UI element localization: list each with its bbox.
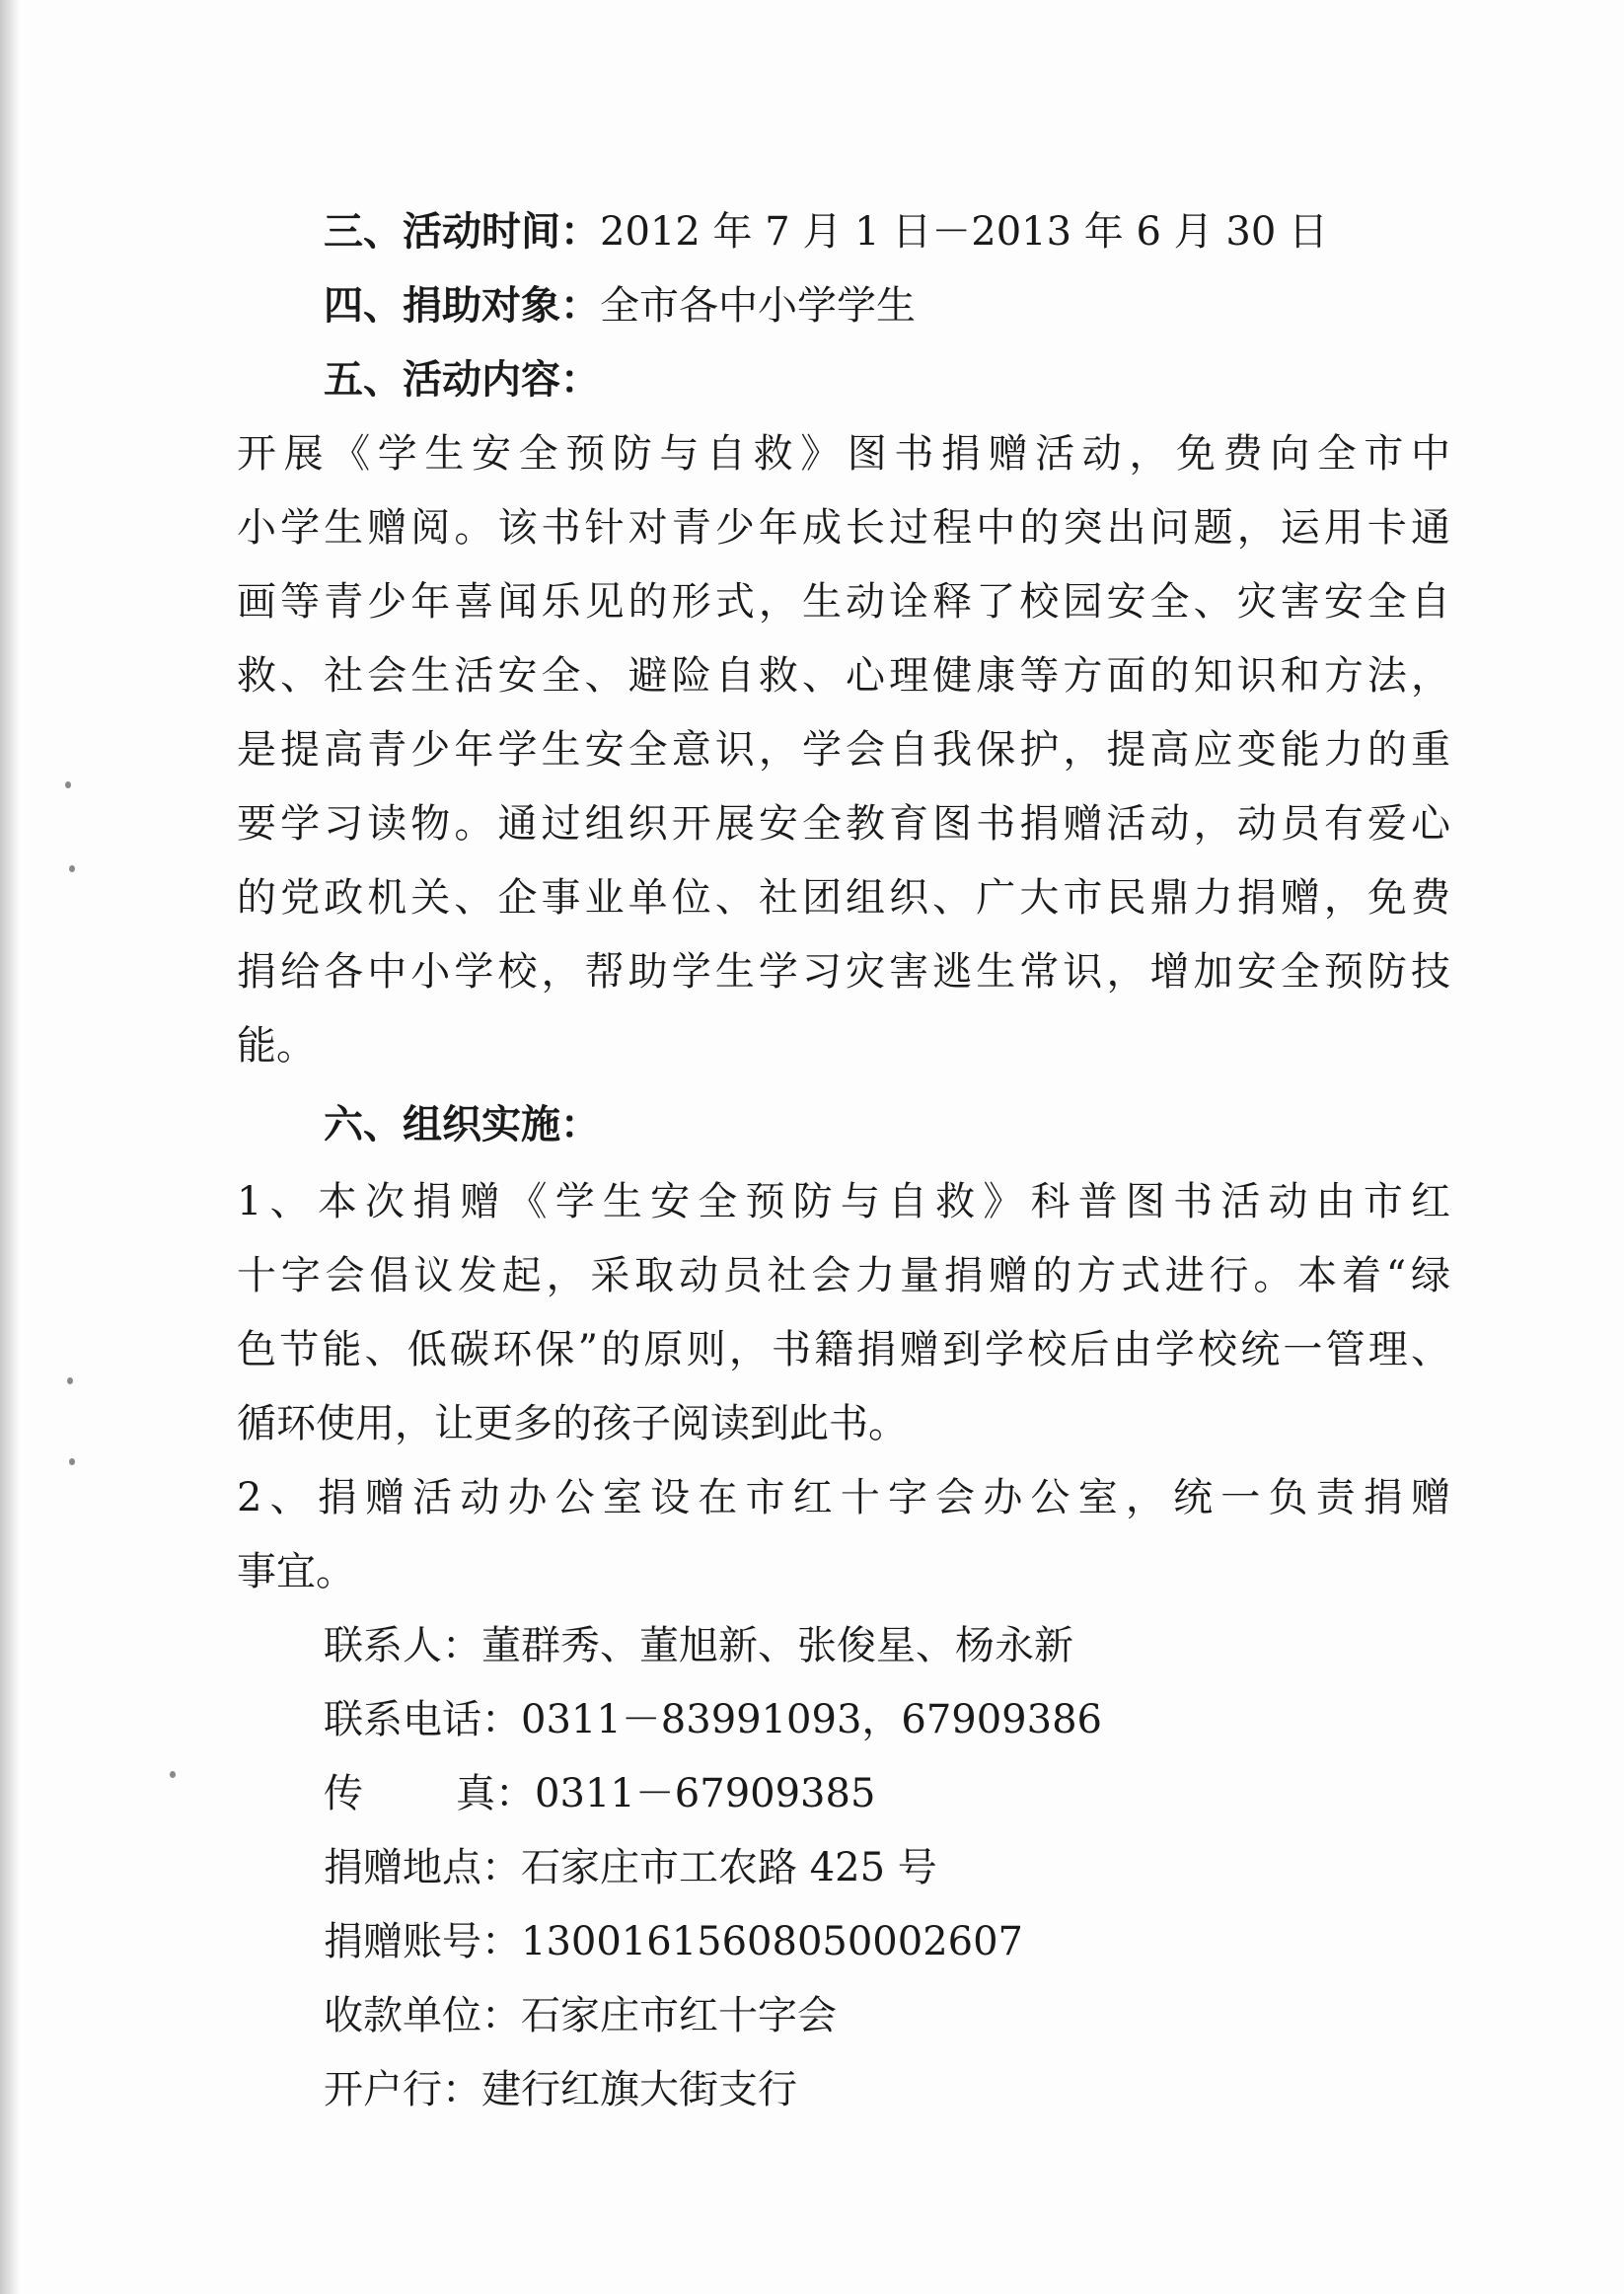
bank-value: 建行红旗大街支行 bbox=[481, 2067, 797, 2112]
scan-speck bbox=[69, 865, 75, 872]
section-4-label: 四、捐助对象： bbox=[324, 282, 600, 329]
paragraph-line: 救、社会生活安全、避险自救、心理健康等方面的知识和方法， bbox=[237, 653, 1450, 699]
section-6-heading: 六、组织实施： bbox=[324, 1101, 600, 1147]
paragraph-line: 开展《学生安全预防与自救》图书捐赠活动，免费向全市中 bbox=[237, 431, 1450, 477]
paragraph-line: 十字会倡议发起，采取动员社会力量捐赠的方式进行。本着“绿 bbox=[237, 1253, 1450, 1298]
paragraph-line: 是提高青少年学生安全意识，学会自我保护，提高应变能力的重 bbox=[237, 727, 1450, 773]
donation-address-row bbox=[324, 1845, 937, 1890]
contact-fax-row bbox=[324, 1771, 876, 1816]
section-activity-time bbox=[324, 208, 1328, 255]
section-4-text: 全市各中小学学生 bbox=[600, 283, 916, 329]
contact-person-value: 董群秀、董旭新、张俊星、杨永新 bbox=[481, 1623, 1073, 1668]
section-beneficiaries bbox=[324, 282, 916, 329]
donation-account-label: 捐赠账号： bbox=[324, 1919, 521, 1964]
scan-speck bbox=[69, 1458, 75, 1465]
bank-row bbox=[324, 2067, 797, 2112]
paragraph-line: 画等青少年喜闻乐见的形式，生动诠释了校园安全、灾害安全自 bbox=[237, 579, 1450, 625]
contact-fax-label-second: 真： bbox=[456, 1771, 535, 1816]
scan-speck bbox=[170, 1771, 176, 1778]
donation-account-value: 13001615608050002607 bbox=[521, 1919, 1023, 1964]
paragraph-line: 捐给各中小学校，帮助学生学习灾害逃生常识，增加安全预防技 bbox=[237, 949, 1450, 995]
section-3-label: 三、活动时间： bbox=[324, 208, 600, 255]
payee-label: 收款单位： bbox=[324, 1993, 521, 2038]
contact-phone-row bbox=[324, 1697, 1102, 1742]
contact-person-label: 联系人： bbox=[324, 1623, 481, 1668]
contact-phone-label: 联系电话： bbox=[324, 1697, 521, 1742]
contact-phone-value: 0311－83991093，67909386 bbox=[521, 1697, 1102, 1742]
scan-speck bbox=[67, 1377, 73, 1384]
paragraph-line: 1、本次捐赠《学生安全预防与自救》科普图书活动由市红 bbox=[237, 1179, 1450, 1224]
payee-row bbox=[324, 1993, 837, 2038]
paragraph-line: 事宜。 bbox=[237, 1549, 355, 1594]
scan-speck bbox=[65, 781, 71, 788]
section-3-text: 2012 年 7 月 1 日－2013 年 6 月 30 日 bbox=[600, 209, 1328, 255]
donation-account-row bbox=[324, 1919, 1023, 1964]
paragraph-line: 循环使用，让更多的孩子阅读到此书。 bbox=[237, 1401, 908, 1446]
bank-label: 开户行： bbox=[324, 2067, 481, 2112]
paragraph-line: 要学习读物。通过组织开展安全教育图书捐赠活动，动员有爱心 bbox=[237, 801, 1450, 847]
paragraph-line: 色节能、低碳环保”的原则，书籍捐赠到学校后由学校统一管理、 bbox=[237, 1327, 1450, 1372]
contact-fax-value: 0311－67909385 bbox=[535, 1771, 876, 1816]
scan-edge-shadow bbox=[0, 0, 20, 2294]
contact-fax-label-first: 传 bbox=[324, 1771, 363, 1816]
paragraph-line: 2、捐赠活动办公室设在市红十字会办公室，统一负责捐赠 bbox=[237, 1475, 1450, 1520]
donation-address-value: 石家庄市工农路 425 号 bbox=[521, 1845, 937, 1890]
donation-address-label: 捐赠地点： bbox=[324, 1845, 521, 1890]
paragraph-line: 的党政机关、企事业单位、社团组织、广大市民鼎力捐赠，免费 bbox=[237, 875, 1450, 921]
contact-person-row bbox=[324, 1623, 1073, 1668]
payee-value: 石家庄市红十字会 bbox=[521, 1993, 837, 2038]
paragraph-line: 小学生赠阅。该书针对青少年成长过程中的突出问题，运用卡通 bbox=[237, 505, 1450, 551]
paragraph-line: 能。 bbox=[237, 1023, 316, 1069]
section-5-heading: 五、活动内容： bbox=[324, 356, 600, 403]
